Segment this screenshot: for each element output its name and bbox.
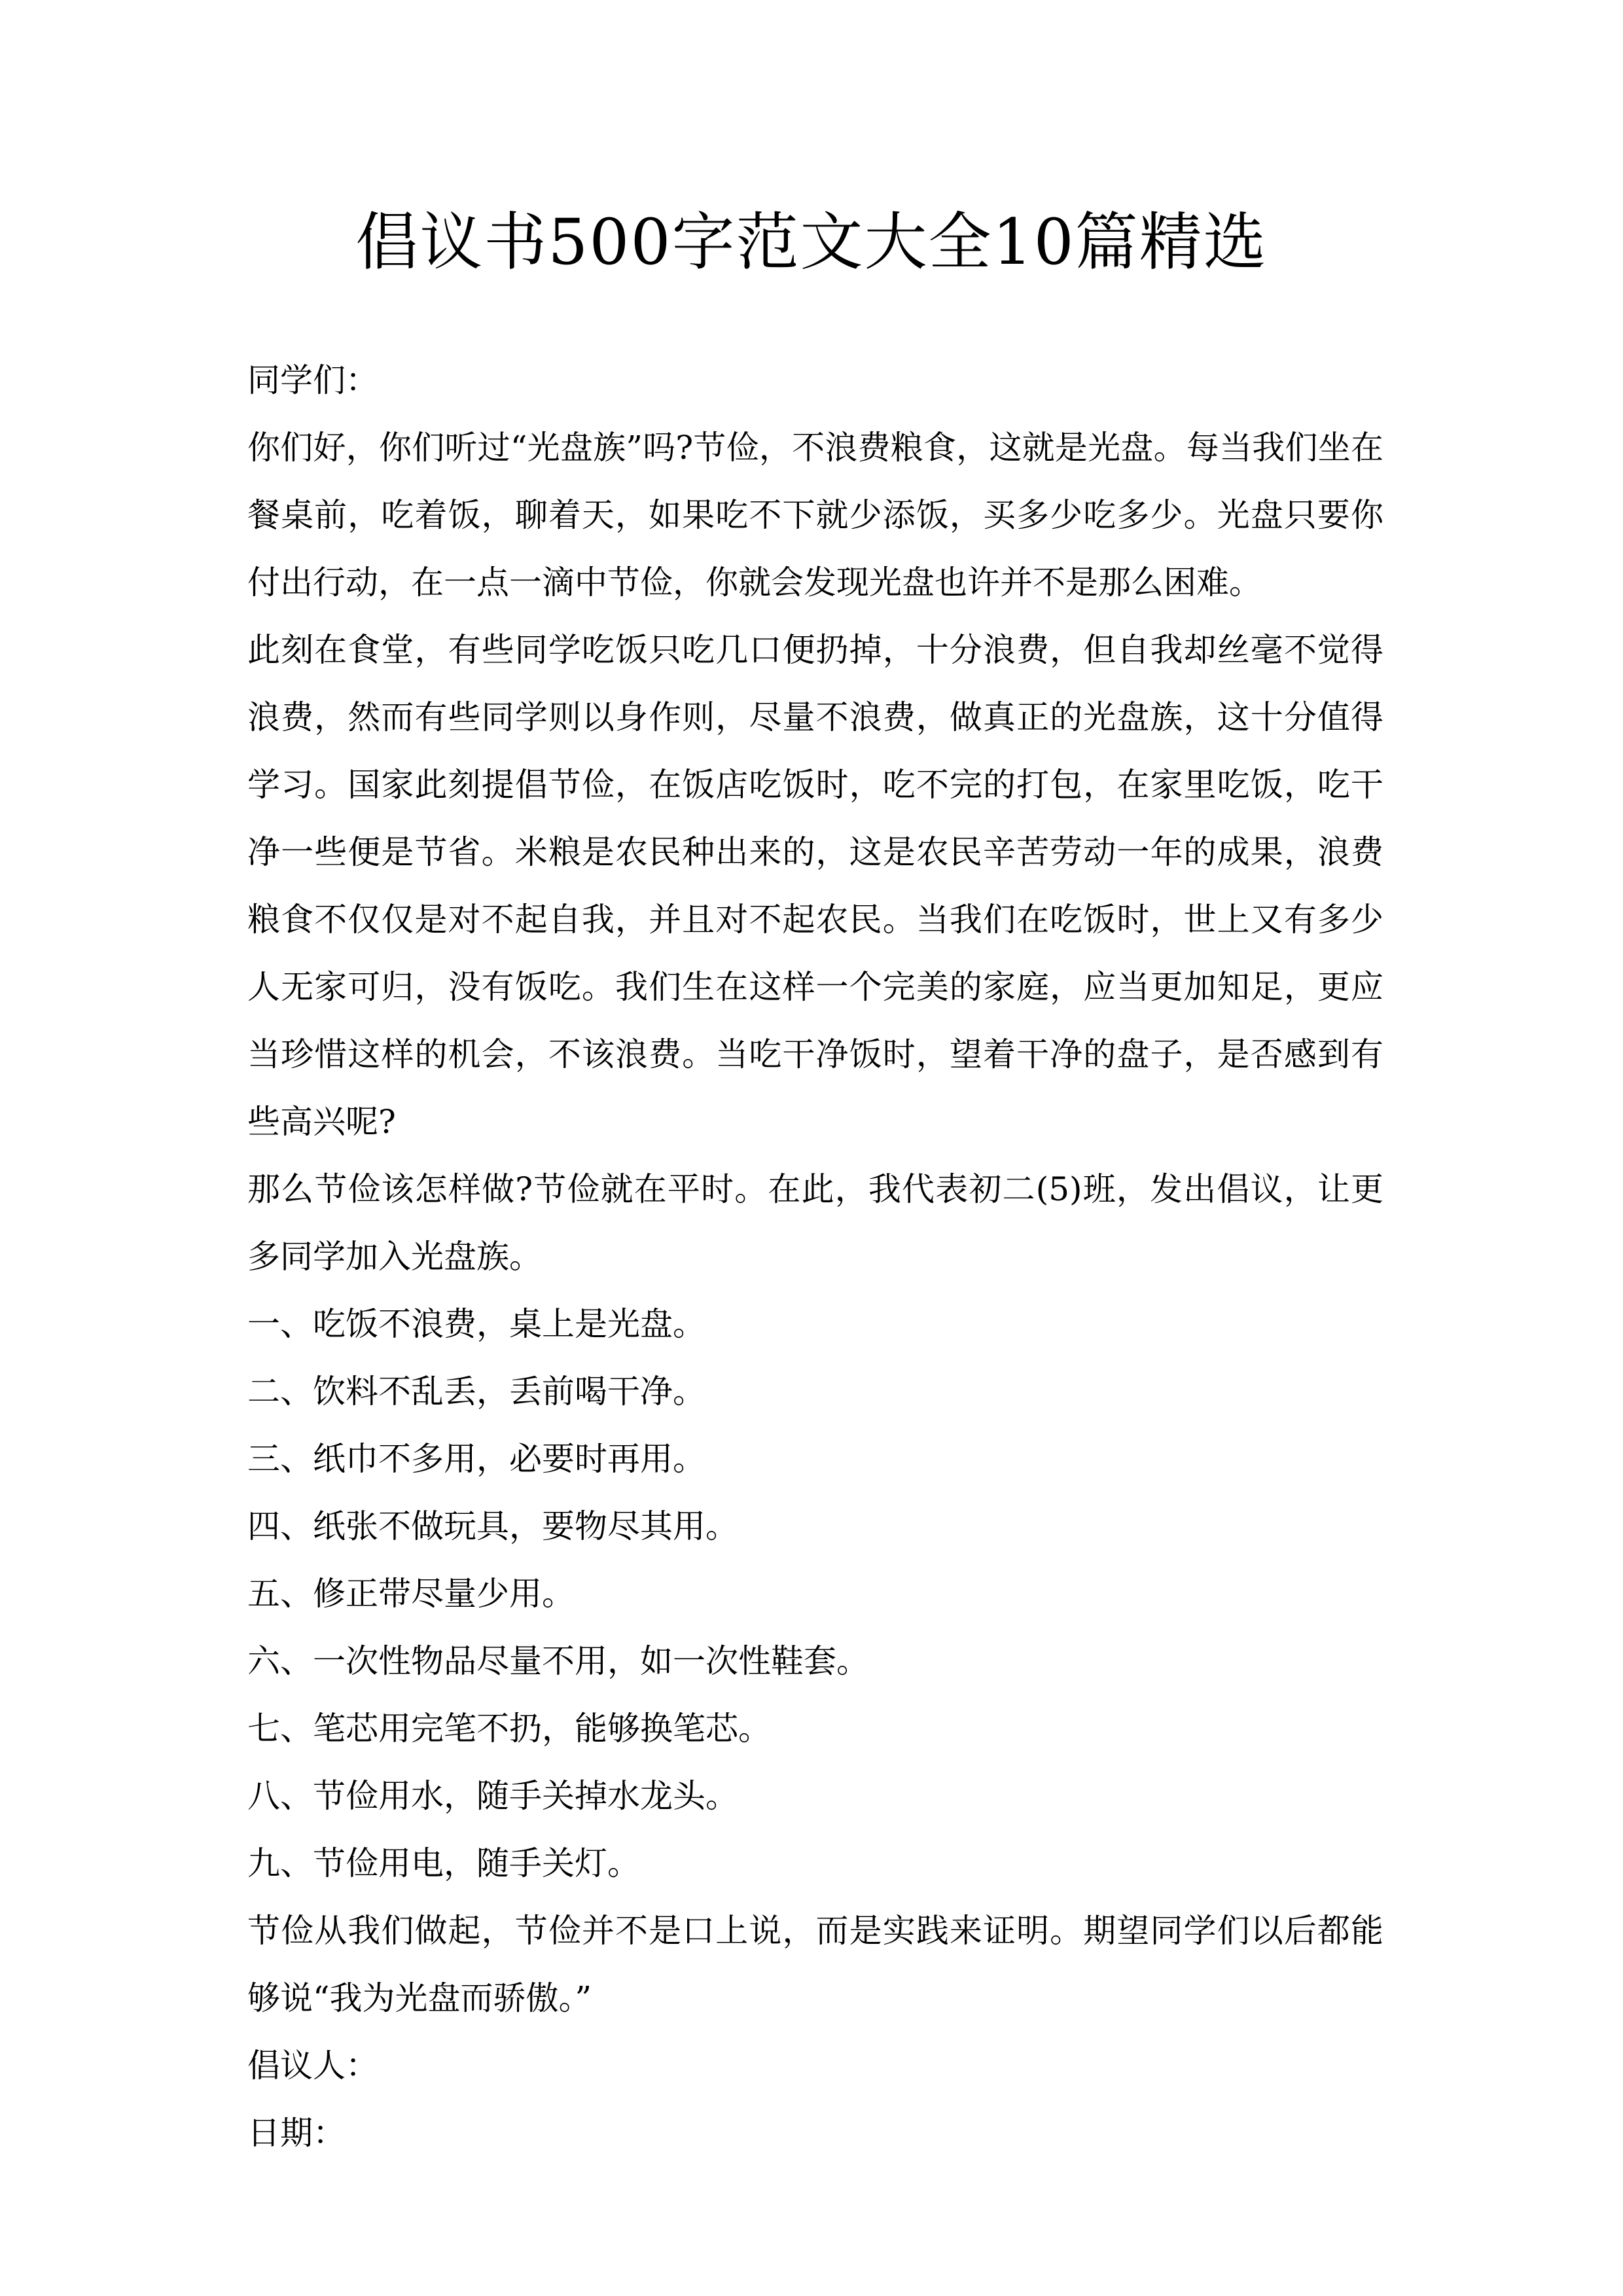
list-item-2: 二、饮料不乱丢，丢前喝干净。 (247, 1372, 705, 1410)
list-item-1: 一、吃饭不浪费，桌上是光盘。 (247, 1305, 705, 1343)
list-item-9: 九、节俭用电，随手关灯。 (247, 1844, 640, 1882)
paragraph-canteen: 此刻在食堂，有些同学吃饭只吃几口便扔掉，十分浪费，但自我却丝毫不觉得浪费，然而有些同学则以身作则，尽量不浪费，做真正的光盘族，这十分值得学习。国家此刻提倡节俭，在饭店吃饭时，吃不完的打包，在家里吃饭，吃干净一些便是节省。米粮是农民种出来的，这是农民辛苦劳动一年的成果，浪费粮食不仅仅是对不起自我，并且对不起农民。当我们在吃饭时，世上又有多少人无家可归，没有饭吃。我们生在这样一个完美的家庭，应当更加知足，更应当珍惜这样的机会，不该浪费。当吃干净饭时，望着干净的盘子，是否感到有些高兴呢? (247, 631, 1383, 1141)
list-item-4: 四、纸张不做玩具，要物尽其用。 (247, 1507, 738, 1545)
salutation: 同学们： (247, 361, 378, 399)
paragraph-proposal: 那么节俭该怎样做?节俭就在平时。在此，我代表初二(5)班，发出倡议，让更多同学加入光盘族。 (247, 1170, 1383, 1276)
date-label: 日期： (247, 2114, 346, 2152)
paragraph-closing: 节俭从我们做起，节俭并不是口上说，而是实践来证明。期望同学们以后都能够说“我为光盘而骄傲。” (247, 1912, 1383, 2017)
list-item-5: 五、修正带尽量少用。 (247, 1575, 575, 1613)
document-body (247, 347, 1383, 2167)
list-item-6: 六、一次性物品尽量不用，如一次性鞋套。 (247, 1642, 869, 1680)
document-title: 倡议书500字范文大全10篇精选 (355, 206, 1268, 279)
list-item-3: 三、纸巾不多用，必要时再用。 (247, 1440, 705, 1478)
list-item-8: 八、节俭用水，随手关掉水龙头。 (247, 1777, 738, 1815)
list-item-7: 七、笔芯用完笔不扔，能够换笔芯。 (247, 1710, 771, 1748)
initiator-label: 倡议人： (247, 2047, 378, 2085)
paragraph-intro: 你们好，你们听过“光盘族”吗?节俭，不浪费粮食，这就是光盘。每当我们坐在餐桌前，吃着饭，聊着天，如果吃不下就少添饭，买多少吃多少。光盘只要你付出行动，在一点一滴中节俭，你就会发现光盘也许并不是那么困难。 (247, 429, 1383, 601)
